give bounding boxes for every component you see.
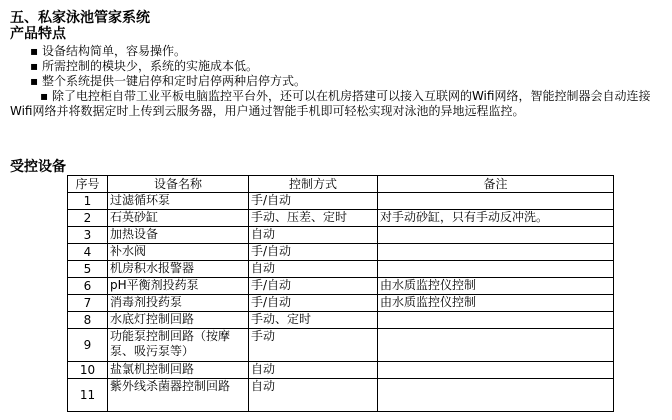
header-no: 序号 — [68, 176, 108, 193]
cell-name: 加热设备 — [108, 227, 249, 244]
table-row — [68, 227, 614, 244]
feature-item: ▪ 除了电控柜自带工业平板电脑监控平台外，还可以在机房搭建可以接入互联网的Wifi网络，智能控制器会自动连接Wifi网络并将数据定时上传到云服务器，用户通过智能手机即可轻松实现对泳池的异地远程监控。 — [10, 89, 651, 118]
table-row — [68, 362, 614, 379]
cell-name: 紫外线杀菌器控制回路 — [108, 379, 249, 412]
cell-note — [378, 312, 614, 329]
feature-item: ▪ 设备结构简单，容易操作。 — [30, 44, 186, 58]
cell-mode: 手动 — [249, 329, 378, 362]
cell-mode: 自动 — [249, 261, 378, 278]
cell-name: 过滤循环泵 — [108, 193, 249, 210]
cell-mode: 自动 — [249, 227, 378, 244]
feature-item: ▪ 整个系统提供一键启停和定时启停两种启停方式。 — [30, 74, 306, 88]
cell-no: 5 — [68, 261, 108, 278]
cell-note: 对手动砂缸，只有手动反冲洗。 — [378, 210, 614, 227]
cell-note — [378, 329, 614, 362]
features-heading: 产品特点 — [10, 26, 66, 42]
cell-note — [378, 379, 614, 412]
cell-no: 9 — [68, 329, 108, 362]
table-row — [68, 312, 614, 329]
cell-mode: 手/自动 — [249, 244, 378, 261]
cell-note: 由水质监控仪控制 — [378, 295, 614, 312]
cell-no: 8 — [68, 312, 108, 329]
cell-name: 功能泵控制回路（按摩泵、吸污泵等） — [108, 329, 249, 362]
cell-mode: 自动 — [249, 362, 378, 379]
table-row — [68, 261, 614, 278]
cell-note — [378, 244, 614, 261]
table-row — [68, 244, 614, 261]
cell-note — [378, 227, 614, 244]
cell-no: 1 — [68, 193, 108, 210]
section-title: 五、私家泳池管家系统 — [10, 10, 150, 26]
devices-heading: 受控设备 — [10, 159, 66, 175]
feature-item: ▪ 所需控制的模块少，系统的实施成本低。 — [30, 59, 258, 73]
cell-note — [378, 362, 614, 379]
cell-no: 11 — [68, 379, 108, 412]
cell-mode: 手动、定时 — [249, 312, 378, 329]
cell-name: 水底灯控制回路 — [108, 312, 249, 329]
cell-note — [378, 261, 614, 278]
cell-mode: 自动 — [249, 379, 378, 412]
header-mode: 控制方式 — [249, 176, 378, 193]
cell-no: 10 — [68, 362, 108, 379]
table-row — [68, 329, 614, 362]
cell-no: 4 — [68, 244, 108, 261]
cell-no: 2 — [68, 210, 108, 227]
cell-no: 3 — [68, 227, 108, 244]
cell-name: 消毒剂投药泵 — [108, 295, 249, 312]
table-header-row — [68, 176, 614, 193]
table-row — [68, 295, 614, 312]
cell-mode: 手/自动 — [249, 295, 378, 312]
device-table — [67, 175, 614, 412]
cell-name: 盐氯机控制回路 — [108, 362, 249, 379]
cell-name: 补水阀 — [108, 244, 249, 261]
cell-mode: 手/自动 — [249, 278, 378, 295]
table-row — [68, 379, 614, 412]
header-note: 备注 — [378, 176, 614, 193]
table-row — [68, 278, 614, 295]
cell-name: pH平衡剂投药泵 — [108, 278, 249, 295]
cell-name: 石英砂缸 — [108, 210, 249, 227]
cell-mode: 手动、压差、定时 — [249, 210, 378, 227]
cell-no: 6 — [68, 278, 108, 295]
table-row — [68, 193, 614, 210]
header-name: 设备名称 — [108, 176, 249, 193]
cell-no: 7 — [68, 295, 108, 312]
feature-list — [10, 44, 666, 119]
cell-note — [378, 193, 614, 210]
cell-note: 由水质监控仪控制 — [378, 278, 614, 295]
table-row — [68, 210, 614, 227]
cell-name: 机房积水报警器 — [108, 261, 249, 278]
cell-mode: 手/自动 — [249, 193, 378, 210]
